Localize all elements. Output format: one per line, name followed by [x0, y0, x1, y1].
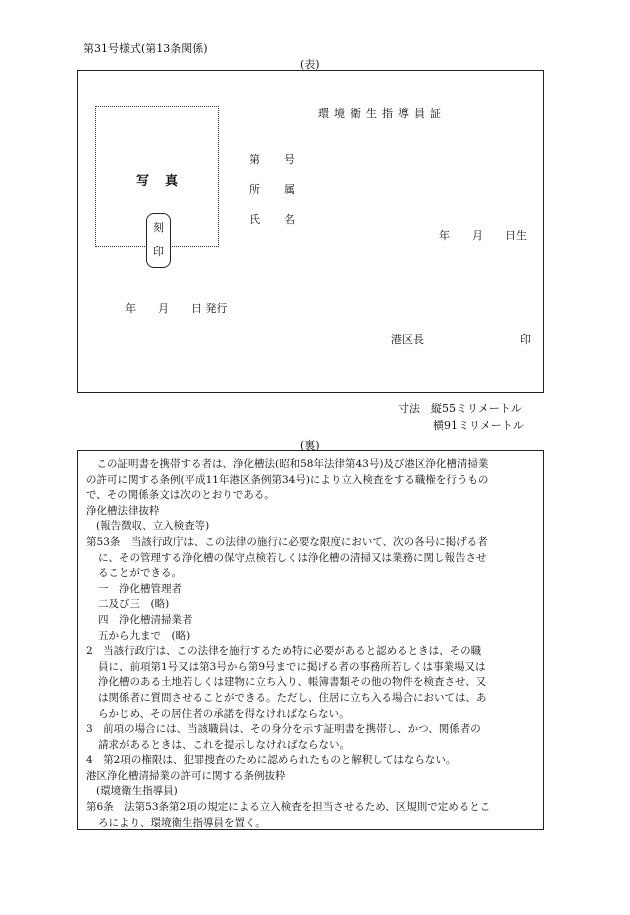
- back-text-line: 4 第2項の権限は、犯罪捜査のために認められたものと解釈してはならない。: [86, 754, 457, 767]
- back-text-line: 浄化槽法律抜粋: [86, 504, 160, 517]
- back-text-block: [86, 457, 541, 831]
- back-text-line: らかじめ、その居住者の承諾を得なければならない。: [98, 707, 350, 720]
- id-card-back: [77, 450, 544, 830]
- back-text-line: ろにより、環境衛生指導員を置く。: [98, 816, 266, 829]
- seal-top-char: 刻: [153, 221, 164, 234]
- photo-area: [95, 106, 219, 258]
- form-title: 第31号様式(第13条関係): [83, 42, 208, 55]
- issuer-seal: 印: [520, 333, 531, 346]
- back-text-line: 2 当該行政庁は、この法律を施行するため特に必要があると認めるときは、その職: [86, 645, 482, 658]
- card-title: 環境衛生指導員証: [318, 107, 446, 120]
- back-text-line: で、その関係条文は次のとおりである。: [86, 489, 275, 502]
- seal-bottom-char: 印: [153, 245, 164, 258]
- back-text-line: 員に、前項第1号又は第3号から第9号までに掲げる者の事務所若しくは事業場又は: [98, 660, 486, 673]
- back-text-line: 第53条 当該行政庁は、この法律の施行に必要な限度において、次の各号に掲げる者: [86, 535, 488, 548]
- back-text-line: 一 浄化槽管理者: [98, 582, 182, 595]
- back-text-line: (環境衛生指導員): [96, 785, 178, 798]
- issue-date: 年 月 日 発行: [125, 302, 228, 315]
- size-width: 横91ミリメートル: [433, 419, 524, 432]
- photo-label: 写真: [136, 174, 195, 189]
- back-text-line: この証明書を携帯する者は、浄化槽法(昭和58年法律第43号)及び港区浄化槽清掃業: [86, 458, 489, 470]
- field-department: 所属: [249, 183, 319, 196]
- back-side-label: (裏): [300, 439, 320, 452]
- back-text-line: 請求があるときは、これを提示しなければならない。: [98, 738, 350, 751]
- back-text-line: 浄化槽のある土地若しくは建物に立ち入り、帳簿書類その他の物件を検査させ、又: [98, 676, 487, 689]
- back-text-line: ることができる。: [98, 567, 182, 580]
- back-text-line: 3 前項の場合には、当該職員は、その身分を示す証明書を携帯し、かつ、関係者の: [86, 723, 481, 736]
- back-text-line: の許可に関する条例(平成11年港区条例第34号)により立入検査をする職権を行うもの: [86, 473, 489, 486]
- birth-date: 年 月 日生: [439, 229, 527, 242]
- back-text-line: 四 浄化槽清掃業者: [98, 613, 193, 626]
- back-text-line: は関係者に質問させることができる。ただし、住居に立ち入る場合においては、あ: [98, 691, 487, 704]
- back-text-line: (報告徴収、立入検査等): [96, 520, 210, 533]
- id-card-front: [77, 70, 544, 393]
- size-height: 寸法 縦55ミリメートル: [398, 402, 522, 415]
- back-text-line: 五から九まで (略): [98, 629, 191, 642]
- back-text-line: 第6条 法第53条第2項の規定による立入検査を担当させるため、区規則で定めるとこ: [86, 801, 491, 814]
- field-name: 氏名: [249, 213, 319, 226]
- back-text-line: に、その管理する浄化槽の保守点検若しくは浄化槽の清掃又は業務に関し報告させ: [98, 551, 487, 564]
- back-text-line: 二及び三 (略): [98, 598, 170, 611]
- front-side-label: (表): [300, 58, 320, 71]
- issuer-name: 港区長: [391, 333, 424, 346]
- field-number: 第号: [249, 153, 319, 166]
- back-text-line: 港区浄化槽清掃業の許可に関する条例抜粋: [86, 769, 286, 782]
- engraved-seal-mark: [146, 213, 171, 268]
